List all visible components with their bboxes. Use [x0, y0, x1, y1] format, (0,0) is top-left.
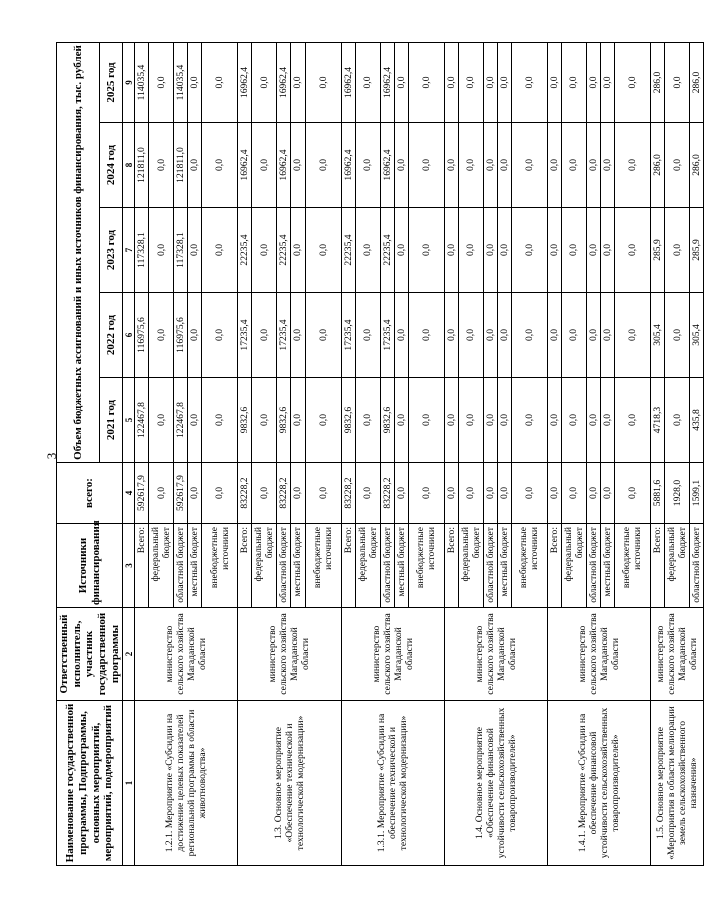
activity-name: 1.2.1. Мероприятие «Субсидии на достижение целевых показателей региональной программы в области животноводства» — [135, 701, 238, 866]
amount-cell: 17235,4 — [341, 293, 355, 378]
amount-cell: 17235,4 — [277, 293, 291, 378]
amount-cell: 0,0 — [408, 208, 444, 293]
funding-source: Всего: — [650, 524, 664, 608]
header-year: 2024 год — [100, 123, 123, 208]
amount-cell: 0,0 — [561, 463, 586, 524]
amount-cell: 117328,1 — [135, 208, 149, 293]
amount-cell: 17235,4 — [238, 293, 252, 378]
funding-source: внебюджетные источники — [408, 524, 444, 608]
amount-cell: 0,0 — [444, 378, 458, 463]
amount-cell: 0,0 — [355, 208, 380, 293]
amount-cell: 9832,6 — [341, 378, 355, 463]
amount-cell: 435,8 — [690, 378, 704, 463]
responsible-executor: министерство сельского хозяйства Магаданской области — [650, 608, 703, 701]
header-responsible: Ответственный исполнитель, участник государственной программы — [57, 608, 123, 701]
amount-cell: 16962,4 — [380, 123, 394, 208]
amount-cell: 0,0 — [408, 123, 444, 208]
amount-cell: 0,0 — [458, 293, 483, 378]
amount-cell: 0,0 — [394, 43, 408, 123]
amount-cell: 0,0 — [291, 43, 305, 123]
column-index: 5 — [123, 378, 135, 463]
amount-cell: 285,9 — [650, 208, 664, 293]
amount-cell: 121811,0 — [174, 123, 188, 208]
amount-cell: 0,0 — [291, 123, 305, 208]
activity-name: 1.5. Основное мероприятие «Мероприятия в области мелиорации земель сельскохозяйственного назначения» — [650, 701, 703, 866]
funding-source: местный бюджет — [497, 524, 511, 608]
amount-cell: 305,4 — [650, 293, 664, 378]
amount-cell: 0,0 — [586, 463, 600, 524]
amount-cell: 83228,2 — [238, 463, 252, 524]
amount-cell: 0,0 — [305, 293, 341, 378]
amount-cell: 114035,4 — [135, 43, 149, 123]
amount-cell: 0,0 — [408, 378, 444, 463]
amount-cell: 0,0 — [444, 463, 458, 524]
amount-cell: 0,0 — [458, 378, 483, 463]
column-index: 9 — [123, 43, 135, 123]
funding-source: федеральный бюджет — [561, 524, 586, 608]
table-row — [650, 43, 664, 866]
header-source: Источники финансирования — [57, 524, 123, 608]
amount-cell: 0,0 — [614, 208, 650, 293]
funding-source: областной бюджет — [277, 524, 291, 608]
amount-cell: 0,0 — [483, 463, 497, 524]
amount-cell: 0,0 — [202, 378, 238, 463]
amount-cell: 116975,6 — [135, 293, 149, 378]
amount-cell: 4718,3 — [650, 378, 664, 463]
amount-cell: 0,0 — [547, 208, 561, 293]
amount-cell: 0,0 — [458, 123, 483, 208]
amount-cell: 0,0 — [511, 43, 547, 123]
funding-source: Всего: — [341, 524, 355, 608]
amount-cell: 0,0 — [600, 208, 614, 293]
header-year: 2025 год — [100, 43, 123, 123]
amount-cell: 0,0 — [149, 208, 174, 293]
amount-cell: 0,0 — [561, 123, 586, 208]
amount-cell: 16962,4 — [380, 43, 394, 123]
amount-cell: 0,0 — [614, 123, 650, 208]
amount-cell: 0,0 — [483, 293, 497, 378]
amount-cell: 0,0 — [511, 123, 547, 208]
funding-source: областной бюджет — [380, 524, 394, 608]
funding-source: областной бюджет — [690, 524, 704, 608]
amount-cell: 0,0 — [355, 293, 380, 378]
amount-cell: 114035,4 — [174, 43, 188, 123]
amount-cell: 0,0 — [355, 378, 380, 463]
amount-cell: 0,0 — [202, 208, 238, 293]
table-row — [341, 43, 355, 866]
amount-cell: 0,0 — [497, 293, 511, 378]
table-row — [135, 43, 149, 866]
funding-source: Всего: — [135, 524, 149, 608]
funding-source: федеральный бюджет — [252, 524, 277, 608]
amount-cell: 0,0 — [188, 293, 202, 378]
amount-cell: 0,0 — [149, 463, 174, 524]
amount-cell: 0,0 — [408, 463, 444, 524]
amount-cell: 0,0 — [188, 43, 202, 123]
amount-cell: 0,0 — [497, 378, 511, 463]
amount-cell: 0,0 — [665, 208, 690, 293]
amount-cell: 0,0 — [394, 463, 408, 524]
table-row — [547, 43, 561, 866]
amount-cell: 0,0 — [600, 378, 614, 463]
amount-cell: 0,0 — [188, 378, 202, 463]
amount-cell: 0,0 — [561, 43, 586, 123]
amount-cell: 16962,4 — [277, 43, 291, 123]
funding-source: Всего: — [238, 524, 252, 608]
amount-cell: 0,0 — [497, 463, 511, 524]
amount-cell: 16962,4 — [341, 123, 355, 208]
amount-cell: 0,0 — [483, 208, 497, 293]
funding-source: федеральный бюджет — [458, 524, 483, 608]
amount-cell: 0,0 — [614, 293, 650, 378]
amount-cell: 1928,0 — [665, 463, 690, 524]
table-body — [135, 43, 704, 866]
amount-cell: 0,0 — [511, 293, 547, 378]
amount-cell: 0,0 — [561, 208, 586, 293]
amount-cell: 0,0 — [394, 293, 408, 378]
amount-cell: 0,0 — [291, 293, 305, 378]
amount-cell: 0,0 — [444, 43, 458, 123]
funding-source: местный бюджет — [291, 524, 305, 608]
amount-cell: 16962,4 — [341, 43, 355, 123]
amount-cell: 0,0 — [305, 378, 341, 463]
column-index: 8 — [123, 123, 135, 208]
table-row — [238, 43, 252, 866]
amount-cell: 0,0 — [586, 43, 600, 123]
amount-cell: 0,0 — [408, 293, 444, 378]
amount-cell: 116975,6 — [174, 293, 188, 378]
amount-cell: 0,0 — [497, 208, 511, 293]
amount-cell: 0,0 — [586, 123, 600, 208]
funding-source: федеральный бюджет — [355, 524, 380, 608]
column-index: 1 — [123, 701, 135, 866]
amount-cell: 0,0 — [202, 293, 238, 378]
amount-cell: 0,0 — [511, 463, 547, 524]
amount-cell: 0,0 — [291, 208, 305, 293]
funding-source: внебюджетные источники — [511, 524, 547, 608]
amount-cell: 0,0 — [149, 123, 174, 208]
amount-cell: 0,0 — [458, 208, 483, 293]
funding-source: Всего: — [444, 524, 458, 608]
amount-cell: 0,0 — [394, 208, 408, 293]
amount-cell: 305,4 — [690, 293, 704, 378]
amount-cell: 0,0 — [408, 43, 444, 123]
amount-cell: 286,0 — [650, 123, 664, 208]
amount-cell: 121811,0 — [135, 123, 149, 208]
table-row — [444, 43, 458, 866]
funding-source: местный бюджет — [394, 524, 408, 608]
funding-source: областной бюджет — [586, 524, 600, 608]
amount-cell: 0,0 — [188, 463, 202, 524]
amount-cell: 83228,2 — [277, 463, 291, 524]
amount-cell: 286,0 — [690, 123, 704, 208]
amount-cell: 0,0 — [305, 43, 341, 123]
amount-cell: 0,0 — [511, 378, 547, 463]
amount-cell: 22235,4 — [341, 208, 355, 293]
amount-cell: 0,0 — [547, 43, 561, 123]
amount-cell: 0,0 — [614, 463, 650, 524]
amount-cell: 0,0 — [600, 123, 614, 208]
amount-cell: 0,0 — [305, 463, 341, 524]
amount-cell: 0,0 — [665, 378, 690, 463]
amount-cell: 0,0 — [202, 463, 238, 524]
amount-cell: 0,0 — [547, 123, 561, 208]
amount-cell: 0,0 — [458, 43, 483, 123]
amount-cell: 0,0 — [497, 43, 511, 123]
responsible-executor: министерство сельского хозяйства Магаданской области — [341, 608, 444, 701]
amount-cell: 9832,6 — [238, 378, 252, 463]
amount-cell: 16962,4 — [238, 123, 252, 208]
amount-cell: 0,0 — [252, 43, 277, 123]
amount-cell: 0,0 — [458, 463, 483, 524]
funding-source: федеральный бюджет — [665, 524, 690, 608]
amount-cell: 0,0 — [355, 43, 380, 123]
amount-cell: 0,0 — [188, 208, 202, 293]
amount-cell: 0,0 — [600, 293, 614, 378]
column-index: 4 — [123, 463, 135, 524]
funding-source: внебюджетные источники — [614, 524, 650, 608]
amount-cell: 0,0 — [497, 123, 511, 208]
amount-cell: 122467,8 — [135, 378, 149, 463]
amount-cell: 0,0 — [665, 123, 690, 208]
amount-cell: 83228,2 — [380, 463, 394, 524]
amount-cell: 0,0 — [202, 43, 238, 123]
amount-cell: 83228,2 — [341, 463, 355, 524]
amount-cell: 1599,1 — [690, 463, 704, 524]
amount-cell: 16962,4 — [238, 43, 252, 123]
amount-cell: 0,0 — [188, 123, 202, 208]
funding-source: областной бюджет — [483, 524, 497, 608]
amount-cell: 9832,6 — [277, 378, 291, 463]
amount-cell: 0,0 — [305, 123, 341, 208]
amount-cell: 0,0 — [586, 378, 600, 463]
amount-cell: 0,0 — [483, 123, 497, 208]
amount-cell: 0,0 — [394, 378, 408, 463]
amount-cell: 17235,4 — [380, 293, 394, 378]
amount-cell: 0,0 — [444, 293, 458, 378]
column-index: 6 — [123, 293, 135, 378]
funding-source: местный бюджет — [188, 524, 202, 608]
funding-source: областной бюджет — [174, 524, 188, 608]
responsible-executor: министерство сельского хозяйства Магаданской области — [444, 608, 547, 701]
rotated-page — [56, 43, 703, 866]
amount-cell: 0,0 — [149, 293, 174, 378]
amount-cell: 0,0 — [614, 43, 650, 123]
funding-source: федеральный бюджет — [149, 524, 174, 608]
responsible-executor: министерство сельского хозяйства Магаданской области — [547, 608, 650, 701]
amount-cell: 0,0 — [665, 293, 690, 378]
header-name: Наименование государственной программы, Подпрограммы, основных мероприятий, мероприятий, подмероприятий — [57, 701, 123, 866]
amount-cell: 0,0 — [305, 208, 341, 293]
column-index: 3 — [123, 524, 135, 608]
column-index: 7 — [123, 208, 135, 293]
amount-cell: 16962,4 — [277, 123, 291, 208]
amount-cell: 0,0 — [586, 293, 600, 378]
amount-cell: 0,0 — [252, 208, 277, 293]
activity-name: 1.4.1. Мероприятие «Субсидии на обеспечение финансовой устойчивости сельскохозяйственных товаропроизводителей» — [547, 701, 650, 866]
funding-source: внебюджетные источники — [202, 524, 238, 608]
amount-cell: 22235,4 — [238, 208, 252, 293]
responsible-executor: министерство сельского хозяйства Магаданской области — [238, 608, 341, 701]
amount-cell: 9832,6 — [380, 378, 394, 463]
amount-cell: 0,0 — [252, 463, 277, 524]
funding-source: Всего: — [547, 524, 561, 608]
column-index: 2 — [123, 608, 135, 701]
amount-cell: 0,0 — [665, 43, 690, 123]
funding-source: местный бюджет — [600, 524, 614, 608]
responsible-executor: министерство сельского хозяйства Магаданской области — [135, 608, 238, 701]
amount-cell: 0,0 — [252, 293, 277, 378]
amount-cell: 0,0 — [561, 293, 586, 378]
amount-cell: 592617,9 — [174, 463, 188, 524]
activity-name: 1.4. Основное мероприятие «Обеспечение финансовой устойчивости сельскохозяйственных товаропроизводителей» — [444, 701, 547, 866]
amount-cell: 0,0 — [547, 463, 561, 524]
header-year: 2023 год — [100, 208, 123, 293]
amount-cell: 0,0 — [355, 123, 380, 208]
amount-cell: 22235,4 — [380, 208, 394, 293]
amount-cell: 0,0 — [600, 43, 614, 123]
amount-cell: 0,0 — [483, 378, 497, 463]
amount-cell: 0,0 — [614, 378, 650, 463]
amount-cell: 0,0 — [202, 123, 238, 208]
amount-cell: 592617,9 — [135, 463, 149, 524]
activity-name: 1.3.1. Мероприятие «Субсидии на обеспечение технической и технологической модернизации» — [341, 701, 444, 866]
funding-source: внебюджетные источники — [305, 524, 341, 608]
amount-cell: 286,0 — [650, 43, 664, 123]
header-volume: Объем бюджетных ассигнований и иных источников финансирования, тыс. рублей — [57, 43, 100, 463]
amount-cell: 0,0 — [511, 208, 547, 293]
amount-cell: 0,0 — [355, 463, 380, 524]
amount-cell: 0,0 — [252, 123, 277, 208]
amount-cell: 0,0 — [586, 208, 600, 293]
header-total: всего: — [57, 463, 123, 524]
amount-cell: 0,0 — [600, 463, 614, 524]
amount-cell: 0,0 — [483, 43, 497, 123]
amount-cell: 0,0 — [291, 463, 305, 524]
amount-cell: 0,0 — [149, 378, 174, 463]
activity-name: 1.3. Основное мероприятие «Обеспечение технической и технологической модернизации» — [238, 701, 341, 866]
amount-cell: 5881,6 — [650, 463, 664, 524]
header-year: 2022 год — [100, 293, 123, 378]
amount-cell: 122467,8 — [174, 378, 188, 463]
amount-cell: 286,0 — [690, 43, 704, 123]
amount-cell: 0,0 — [291, 378, 305, 463]
amount-cell: 117328,1 — [174, 208, 188, 293]
amount-cell: 0,0 — [547, 293, 561, 378]
amount-cell: 0,0 — [252, 378, 277, 463]
page-number: 3 — [44, 452, 59, 460]
amount-cell: 0,0 — [149, 43, 174, 123]
header-year: 2021 год — [100, 378, 123, 463]
amount-cell: 0,0 — [561, 378, 586, 463]
amount-cell: 0,0 — [444, 123, 458, 208]
amount-cell: 0,0 — [394, 123, 408, 208]
budget-table — [56, 42, 704, 866]
amount-cell: 0,0 — [547, 378, 561, 463]
amount-cell: 285,9 — [690, 208, 704, 293]
amount-cell: 22235,4 — [277, 208, 291, 293]
amount-cell: 0,0 — [444, 208, 458, 293]
